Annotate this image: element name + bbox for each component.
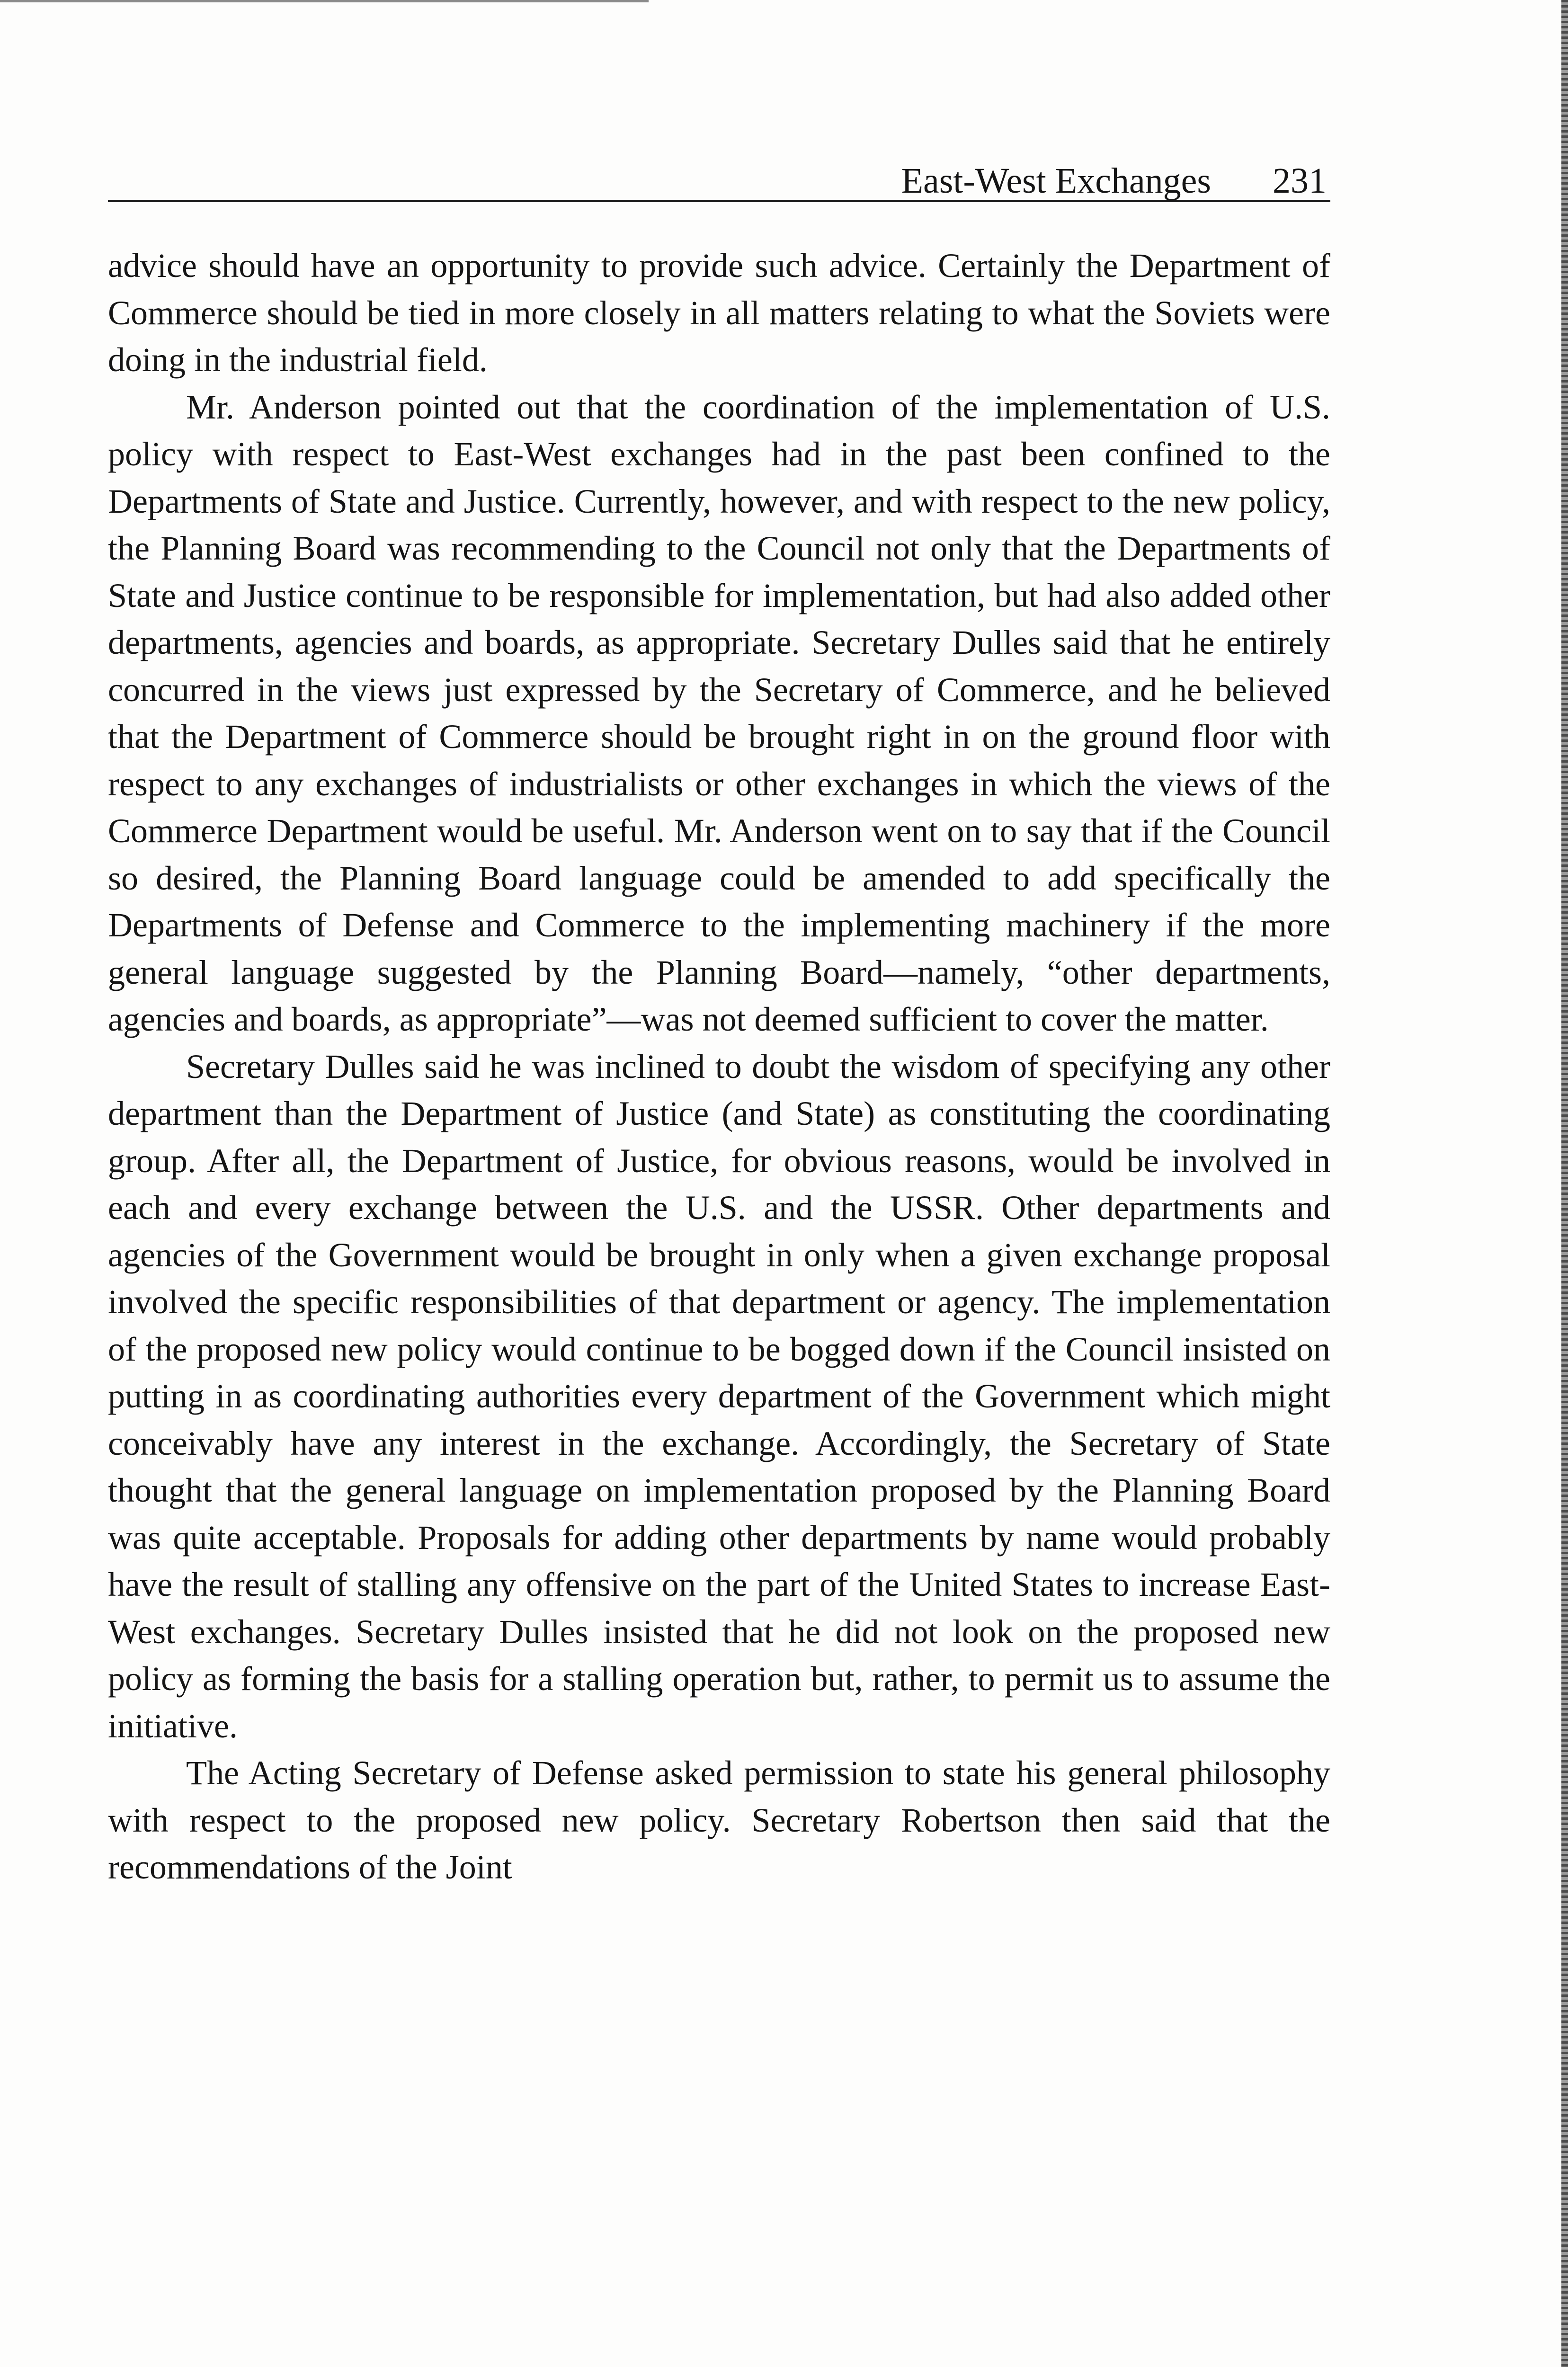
paragraph-acting-secretary-defense: The Acting Secretary of Defense asked permission to state his general philosophy with respect to the proposed new policy. Secretary Robertson then said that the recommendations of the Joint — [108, 1754, 1330, 1886]
body-text — [108, 242, 1330, 1891]
paragraph-continuation: advice should have an opportunity to provide such advice. Certainly the Department of Commerce should be tied in more closely in all matters relating to what the Soviets were doing in the industrial field. — [108, 247, 1330, 379]
page-number: 231 — [1273, 161, 1327, 201]
scan-right-edge — [1561, 0, 1568, 2367]
running-head — [108, 156, 1330, 202]
scan-top-edge — [0, 0, 649, 2]
paragraph-dulles-justice: Secretary Dulles said he was inclined to doubt the wisdom of specifying any other department than the Department of Justice (and State) as constituting the coordinating group. After all, the Department of Justice, for obvious reasons, would be involved in each and every exchange between the U.S. and the USSR. Other departments and agencies of the Government would be brought in only when a given exchange proposal involved the specific responsibilities of that department or agency. The implementation of the proposed new policy would continue to be bogged down if the Council insisted on putting in as coordinating authorities every department of the Government which might conceivably have any interest in the exchange. Accordingly, the Secretary of State thought that the general language on implementation proposed by the Planning Board was quite acceptable. Proposals for adding other departments by name would probably have the result of stalling any offensive on the part of the United States to increase East-West exchanges. Secretary Dulles insisted that he did not look on the proposed new policy as forming the basis for a stalling operation but, rather, to permit us to assume the initiative. — [108, 1047, 1330, 1745]
running-title: East-West Exchanges — [901, 161, 1211, 201]
paragraph-anderson-coordination: Mr. Anderson pointed out that the coordination of the implementation of U.S. policy with respect to East-West exchanges had in the past been confined to the Departments of State and Justice. Currently, however, and with respect to the new policy, the Planning Board was recommending to the Council not only that the Departments of State and Justice continue to be responsible for implementation, but had also added other departments, agencies and boards, as appropriate. Secretary Dulles said that he entirely concurred in the views just expressed by the Secretary of Commerce, and he believed that the Department of Commerce should be brought right in on the ground floor with respect to any exchanges of industrialists or other exchanges in which the views of the Commerce Department would be useful. Mr. Anderson went on to say that if the Council so desired, the Planning Board language could be amended to add specifically the Departments of Defense and Commerce to the implementing machinery if the more general language suggested by the Planning Board—namely, “other departments, agencies and boards, as appropriate”—was not deemed sufficient to cover the matter. — [108, 388, 1330, 1038]
